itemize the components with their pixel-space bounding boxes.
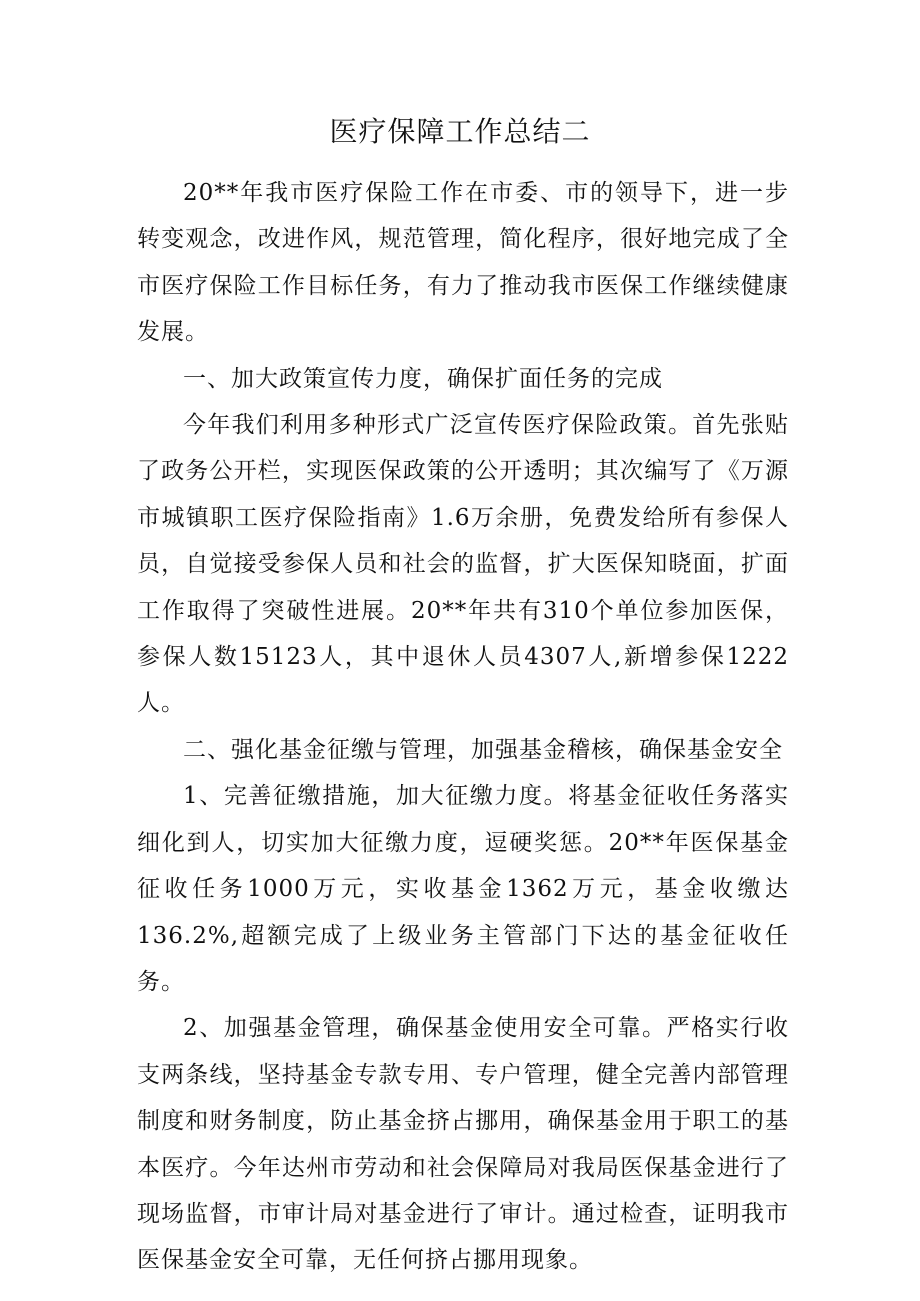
- document-body: [137, 170, 789, 1284]
- paragraph-fund-management: 2、加强基金管理，确保基金使用安全可靠。严格实行收支两条线，坚持基金专款专用、专户管理，健全完善内部管理制度和财务制度，防止基金挤占挪用，确保基金用于职工的基本医疗。今年达州市劳动和社会保障局对我局医保基金进行了现场监督，市审计局对基金进行了审计。通过检查，证明我市医保基金安全可靠，无任何挤占挪用现象。: [137, 1015, 789, 1274]
- section-heading-2: 二、强化基金征缴与管理，加强基金稽核，确保基金安全: [183, 736, 783, 763]
- section-heading-1: 一、加大政策宣传力度，确保扩面任务的完成: [183, 365, 663, 392]
- paragraph-publicity: 今年我们利用多种形式广泛宣传医疗保险政策。首先张贴了政务公开栏，实现医保政策的公开透明；其次编写了《万源市城镇职工医疗保险指南》1.6万余册，免费发给所有参保人员，自觉接受参保人员和社会的监督，扩大医保知晓面，扩面工作取得了突破性进展。20**年共有310个单位参加医保，参保人数15123人，其中退休人员4307人,新增参保1222人。: [137, 412, 789, 717]
- paragraph-intro: 20**年我市医疗保险工作在市委、市的领导下，进一步转变观念，改进作风，规范管理，简化程序，很好地完成了全市医疗保险工作目标任务，有力了推动我市医保工作继续健康发展。: [137, 180, 789, 346]
- document-title: 医疗保障工作总结二: [329, 115, 591, 148]
- paragraph-collection: 1、完善征缴措施，加大征缴力度。将基金征收任务落实细化到人，切实加大征缴力度，逗硬奖惩。20**年医保基金征收任务1000万元，实收基金1362万元，基金收缴达136.2%,超额完成了上级业务主管部门下达的基金征收任务。: [137, 783, 789, 995]
